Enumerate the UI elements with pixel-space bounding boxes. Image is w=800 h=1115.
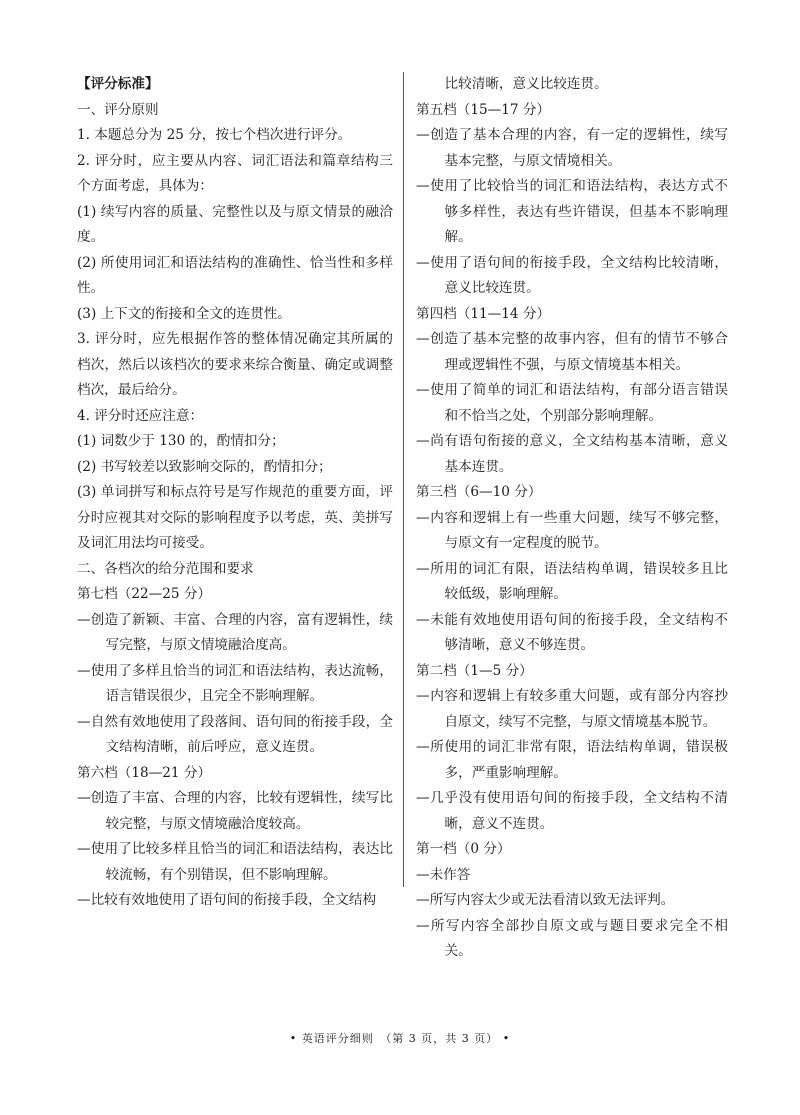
- criterion-line: —所使用的词汇非常有限，语法结构单调，错误极多，严重影响理解。: [416, 739, 728, 781]
- criterion-line: —内容和逻辑上有一些重大问题，续写不够完整，与原文有一定程度的脱节。: [416, 509, 728, 551]
- text-line: 2. 评分时，应主要从内容、词汇语法和篇章结构三个方面考虑，具体为：: [77, 152, 393, 194]
- criterion-line: —创造了丰富、合理的内容，比较有逻辑性，续写比较完整，与原文情境融洽度较高。: [77, 790, 393, 832]
- text-line: 第六档（18—21 分）: [77, 764, 212, 781]
- criterion-line: —尚有语句衔接的意义，全文结构基本清晰，意义基本连贯。: [416, 433, 728, 475]
- text-line: (1) 续写内容的质量、完整性以及与原文情景的融洽度。: [77, 203, 393, 245]
- criterion-line: —使用了比较多样且恰当的词汇和语法结构，表达比较流畅，有个别错误，但不影响理解。: [77, 841, 393, 883]
- criterion-line: —创造了新颖、丰富、合理的内容，富有逻辑性，续写完整，与原文情境融洽度高。: [77, 611, 393, 653]
- text-line: (2) 所使用词汇和语法结构的准确性、恰当性和多样性。: [77, 254, 393, 296]
- text-line: 第四档（11—14 分）: [416, 305, 551, 322]
- criterion-line: —使用了简单的词汇和语法结构，有部分语言错误和不恰当之处，个别部分影响理解。: [416, 382, 728, 424]
- text-line: 4. 评分时还应注意：: [77, 407, 204, 424]
- criterion-line: —使用了比较恰当的词汇和语法结构，表达方式不够多样性，表达有些许错误，但基本不影响理解。: [416, 178, 728, 245]
- text-line: 第三档（6—10 分）: [416, 484, 542, 500]
- left-column: [77, 72, 393, 914]
- text-line: 第五档（15—17 分）: [416, 101, 551, 118]
- criterion-line: —未作答: [416, 866, 471, 883]
- criterion-line: —自然有效地使用了段落间、语句间的衔接手段，全文结构清晰，前后呼应，意义连贯。: [77, 713, 393, 755]
- column-divider: [403, 72, 404, 887]
- text-line: (1) 词数少于 130 的，酌情扣分；: [77, 433, 285, 449]
- criterion-line: —比较有效地使用了语句间的衔接手段，全文结构: [77, 892, 377, 908]
- text-line: (3) 上下文的衔接和全文的连贯性。: [77, 305, 291, 322]
- criterion-line: —使用了语句间的衔接手段，全文结构比较清晰，意义比较连贯。: [416, 254, 728, 296]
- criterion-line: —创造了基本合理的内容，有一定的逻辑性，续写基本完整，与原文情境相关。: [416, 127, 728, 169]
- criterion-line: —内容和逻辑上有较多重大问题，或有部分内容抄自原文，续写不完整，与原文情境基本脱节。: [416, 688, 728, 730]
- criterion-line: —所写内容全部抄自原文或与题目要求完全不相关。: [416, 917, 728, 959]
- page-footer: • 英语评分细则 （第 3 页，共 3 页） •: [289, 1032, 511, 1045]
- text-line: 第二档（1—5 分）: [416, 662, 533, 679]
- right-column: [416, 72, 728, 965]
- text-line: (2) 书写较差以致影响交际的，酌情扣分；: [77, 458, 332, 475]
- text-line: 比较清晰，意义比较连贯。: [444, 76, 608, 92]
- criterion-line: —创造了基本完整的故事内容，但有的情节不够合理或逻辑性不强，与原文情境基本相关。: [416, 331, 728, 373]
- section-title: 【评分标准】: [77, 76, 159, 92]
- criterion-line: —未能有效地使用语句间的衔接手段，全文结构不够清晰，意义不够连贯。: [416, 611, 728, 653]
- text-line: 第七档（22—25 分）: [77, 586, 212, 602]
- criterion-line: —所用的词汇有限，语法结构单调，错误较多且比较低级，影响理解。: [416, 560, 728, 602]
- criterion-line: —所写内容太少或无法看清以致无法评判。: [416, 892, 675, 908]
- text-line: 一、评分原则: [77, 101, 159, 118]
- text-line: (3) 单词拼写和标点符号是写作规范的重要方面，评分时应视其对交际的影响程度予以考虑，英、美拼写及词汇用法均可接受。: [77, 484, 393, 551]
- text-line: 第一档（0 分）: [416, 841, 511, 857]
- text-line: 1. 本题总分为 25 分，按七个档次进行评分。: [77, 127, 352, 143]
- criterion-line: —几乎没有使用语句间的衔接手段，全文结构不清晰，意义不连贯。: [416, 790, 728, 832]
- criterion-line: —使用了多样且恰当的词汇和语法结构，表达流畅，语言错误很少，且完全不影响理解。: [77, 662, 393, 704]
- text-line: 3. 评分时，应先根据作答的整体情况确定其所属的档次，然后以该档次的要求来综合衡量、确定或调整档次，最后给分。: [77, 331, 393, 398]
- text-line: 二、各档次的给分范围和要求: [77, 560, 254, 577]
